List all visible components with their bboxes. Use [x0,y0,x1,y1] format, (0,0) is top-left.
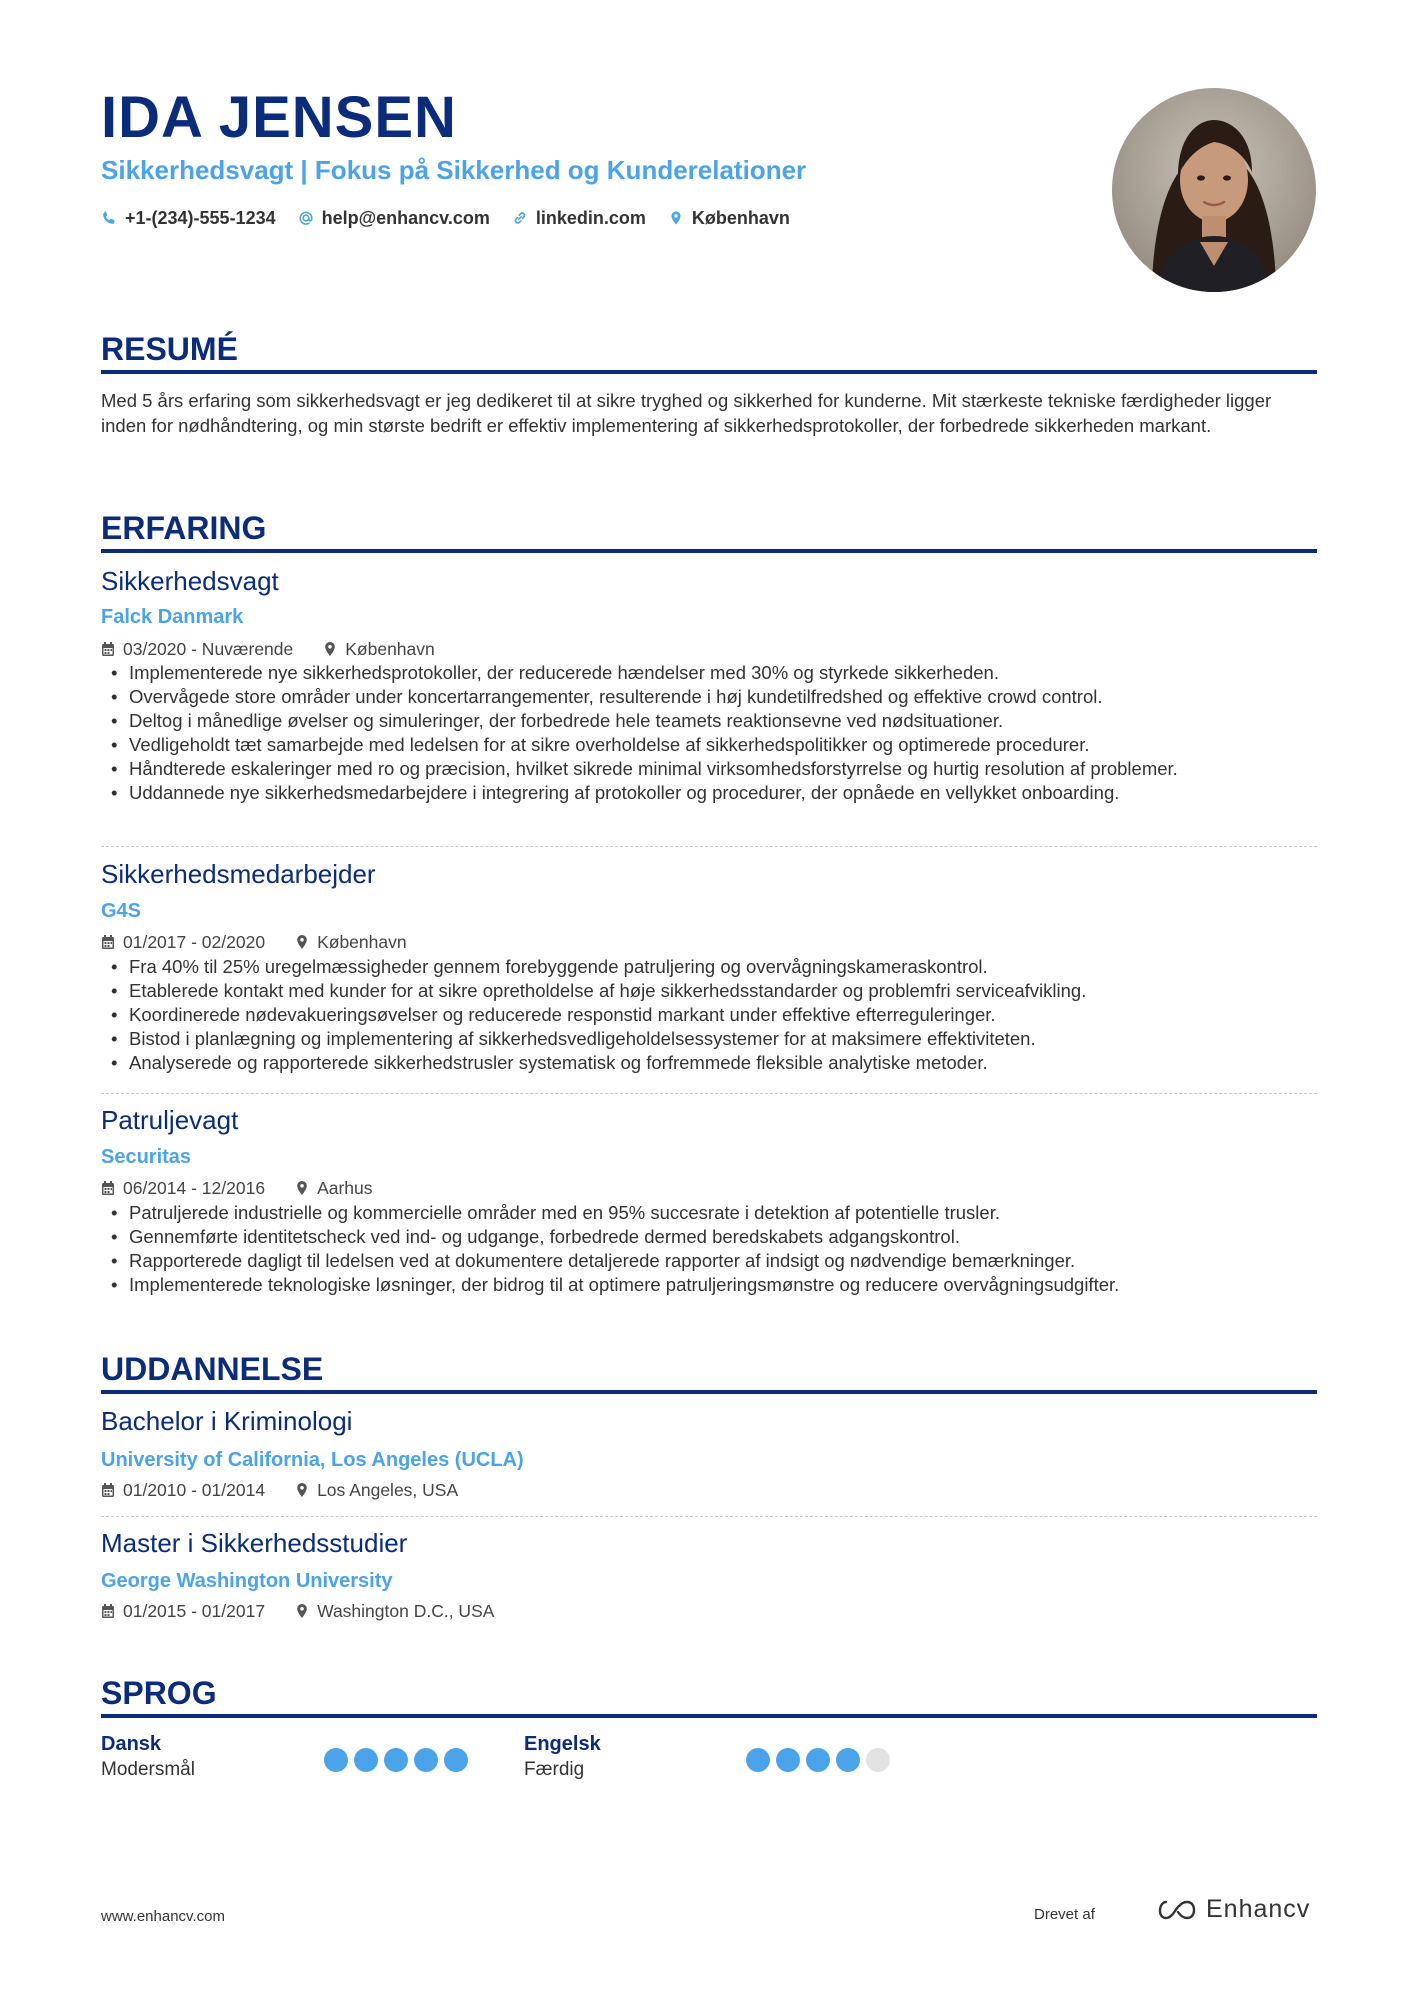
job-location-text: København [345,639,435,659]
job-meta [101,1176,403,1200]
job-location-text: Aarhus [317,1178,373,1198]
job-bullet: • Koordinerede nødevakueringsøvelser og reducerede responstid markant under effektive efterreguleringer. [101,1003,1317,1027]
job-bullet: • Deltog i månedlige øvelser og simuleringer, der forbedrede hele teamets reaktionsevne ved nødsituationer. [101,709,1317,733]
footer-url[interactable]: www.enhancv.com [101,1908,225,1925]
job-dates [101,1176,265,1200]
summary-rule [101,370,1317,374]
job-bullet: • Uddannede nye sikkerhedsmedarbejdere i integrering af protokoller og procedurer, der opnåede en vellykket onboarding. [101,781,1317,805]
job-location [323,637,435,661]
calendar-icon [101,641,115,657]
rating-dot-filled [836,1748,860,1772]
job-dates-text: 03/2020 - Nuværende [123,639,294,659]
summary-text: Med 5 års erfaring som sikkerhedsvagt er jeg dedikeret til at sikre tryghed og sikkerhed for kunderne. Mit stærkeste tekniske færdigheder ligger inden for nødhåndtering, og min største bedrift er effektiv implementering af sikkerhedsprotokoller, der forbedrede sikkerheden markant. [101,390,1272,436]
edu-location [295,1478,458,1502]
language-level: Færdig [524,1759,585,1780]
contact-location [668,204,790,232]
language-name: Dansk [101,1733,162,1755]
edu-degree: Bachelor i Kriminologi [101,1406,353,1436]
entry-divider [101,1516,1317,1517]
job-dates [101,637,293,661]
brand-name: Enhancv [1206,1895,1311,1923]
link-icon [512,210,528,226]
rating-dot-filled [354,1748,378,1772]
edu-location-text: Washington D.C., USA [317,1601,495,1621]
candidate-name: IDA JENSEN [101,85,457,150]
calendar-icon [101,1180,115,1196]
map-pin-icon [295,1482,309,1498]
job-bullet: • Gennemførte identitetscheck ved ind- og udgange, forbedrede dermed beredskabets adgangskontrol. [101,1225,1317,1249]
language-level: Modersmål [101,1759,195,1780]
candidate-headline: Sikkerhedsvagt | Fokus på Sikkerhed og Kunderelationer [101,155,807,185]
edu-degree: Master i Sikkerhedsstudier [101,1528,408,1558]
entry-divider [101,846,1317,847]
language-item [101,1731,195,1783]
edu-dates [101,1478,265,1502]
resume-page [101,0,1317,1995]
edu-location-text: Los Angeles, USA [317,1480,459,1500]
edu-meta [101,1478,488,1502]
edu-school: George Washington University [101,1570,393,1592]
language-rating [746,1748,890,1772]
job-title: Sikkerhedsmedarbejder [101,859,376,889]
language-name: Engelsk [524,1733,601,1755]
rating-dot-filled [324,1748,348,1772]
job-bullets [101,1201,1317,1297]
job-bullet: • Vedligeholdt tæt samarbejde med ledelsen for at sikre overholdelse af sikkerhedspolitikker og optimerede procedurer. [101,733,1317,757]
map-pin-icon [295,934,309,950]
job-bullet: • Etablerede kontakt med kunder for at sikre opretholdelse af høje sikkerhedsstandarder og problemfri serviceafvikling. [101,979,1317,1003]
job-company: G4S [101,900,142,922]
entry-divider [101,1093,1317,1094]
job-location [295,930,407,954]
contact-phone[interactable] [101,204,276,232]
language-item [524,1731,601,1783]
experience-heading: ERFARING [101,510,267,546]
rating-dot-filled [444,1748,468,1772]
job-bullet: • Rapporterede dagligt til ledelsen ved at dokumentere detaljerede rapporter af indsigt og nødvendige bemærkninger. [101,1249,1317,1273]
contact-email[interactable] [298,204,490,232]
edu-dates [101,1599,265,1623]
job-bullet: • Bistod i planlægning og implementering af sikkerhedsvedligeholdelsessystemer for at maksimere effektiviteten. [101,1027,1317,1051]
job-meta [101,930,437,954]
job-location [295,1176,372,1200]
rating-dot-filled [746,1748,770,1772]
languages-rule [101,1714,1317,1718]
edu-meta [101,1599,524,1623]
calendar-icon [101,1482,115,1498]
enhancv-logo[interactable] [1154,1895,1310,1924]
location-text: København [691,208,790,228]
phone-icon [101,210,117,226]
calendar-icon [101,1603,115,1619]
job-bullet: • Håndterede eskaleringer med ro og præcision, hvilket sikrede minimal virksomhedsforstyrrelse og hurtig resolution af problemer. [101,757,1317,781]
job-bullet: • Implementerede nye sikkerhedsprotokoller, der reducerede hændelser med 30% og styrkede sikkerheden. [101,661,1317,685]
rating-dot-filled [806,1748,830,1772]
job-bullet: • Analyserede og rapporterede sikkerhedstrusler systematisk og forfremmede fleksible analytiske metoder. [101,1051,1317,1075]
profile-photo [1112,88,1316,292]
edu-school: University of California, Los Angeles (UCLA) [101,1449,524,1471]
job-bullets [101,661,1317,805]
job-bullet: • Implementerede teknologiske løsninger, der bidrog til at optimere patruljeringsmønstre og reducere overvågningsudgifter. [101,1273,1317,1297]
experience-rule [101,549,1317,553]
job-bullet: • Fra 40% til 25% uregelmæssigheder gennem forebyggende patruljering og overvågningskameraskontrol. [101,955,1317,979]
edu-dates-text: 01/2015 - 01/2017 [123,1601,266,1621]
calendar-icon [101,934,115,950]
language-rating [324,1748,468,1772]
edu-dates-text: 01/2010 - 01/2014 [123,1480,266,1500]
job-title: Sikkerhedsvagt [101,566,279,596]
contact-bar [101,204,790,232]
linkedin-text: linkedin.com [535,208,646,228]
contact-linkedin[interactable] [512,204,646,232]
rating-dot-filled [384,1748,408,1772]
education-rule [101,1390,1317,1394]
job-title: Patruljevagt [101,1105,239,1135]
map-pin-icon [295,1180,309,1196]
education-heading: UDDANNELSE [101,1351,324,1387]
job-company: Securitas [101,1146,192,1168]
map-pin-icon [295,1603,309,1619]
job-dates-text: 06/2014 - 12/2016 [123,1178,266,1198]
map-pin-icon [668,210,684,226]
footer-powered-by: Drevet af [1034,1906,1095,1923]
rating-dot-filled [776,1748,800,1772]
at-icon [298,210,314,226]
infinity-logo-icon [1154,1897,1198,1923]
job-meta [101,637,465,661]
map-pin-icon [323,641,337,657]
job-bullet: • Overvågede store områder under koncertarrangementer, resulterende i høj kundetilfredshed og effektive crowd control. [101,685,1317,709]
rating-dot-empty [866,1748,890,1772]
job-location-text: København [317,932,407,952]
job-dates [101,930,265,954]
languages-heading: SPROG [101,1675,217,1711]
summary-heading: RESUMÉ [101,331,238,367]
job-company: Falck Danmark [101,606,244,628]
job-bullets [101,955,1317,1075]
job-bullet: • Patruljerede industrielle og kommercielle områder med en 95% succesrate i detektion af potentielle trusler. [101,1201,1317,1225]
rating-dot-filled [414,1748,438,1772]
phone-text: +1-(234)-555-1234 [125,208,276,228]
edu-location [295,1599,494,1623]
email-text: help@enhancv.com [321,208,490,228]
job-dates-text: 01/2017 - 02/2020 [123,932,266,952]
